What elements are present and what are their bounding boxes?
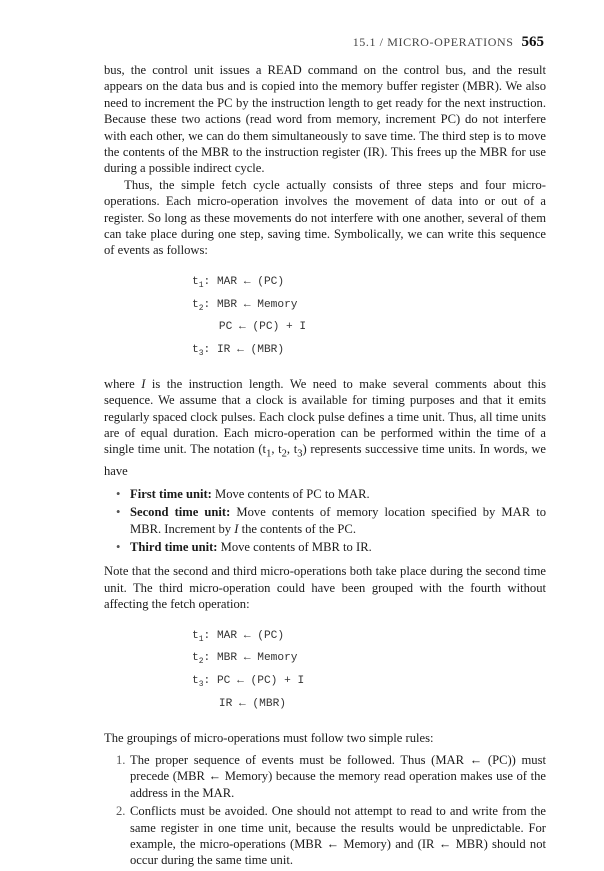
paragraph-5: The groupings of micro-operations must follow two simple rules: — [104, 730, 434, 745]
code-line: $t_2$: MBR ← Memory — [192, 652, 298, 667]
paragraph-2: Thus, the simple fetch cycle actually consists of three steps and four micro-operations. Each micro-operation involves the movement of data into or out of a register. So long as these movements do not interfere with one another, several of them can take place during one step, saving time. Symbolically, we can write this sequence of events as follows: — [104, 177, 546, 258]
list-item: 2. Conflicts must be avoided. One should not attempt to read to and write from the same register in one time unit, because the results would be unpredictable. For example, the micro-operations (MBR ← Memory) and (IR ← MBR) should not occur during the same time unit. — [116, 804, 546, 868]
page-body — [104, 62, 546, 871]
code-block-2 — [192, 627, 546, 718]
code-line: $t_3$: PC ← (PC) + I — [192, 675, 305, 690]
list-item: 1. The proper sequence of events must be followed. Thus (MAR ← (PC)) must precede (MBR ← Memory) because the memory read operation makes use of the address in the MAR. — [116, 752, 546, 800]
code-line: $t_1$: MAR ← (PC) — [192, 275, 285, 291]
running-header — [0, 34, 544, 51]
paragraph-4: Note that the second and third micro-operations both take place during the second time unit. The third micro-operation could have been grouped with the fourth without affecting the fetch operation: — [104, 564, 546, 612]
time-unit-list — [104, 486, 546, 556]
code-block-1 — [192, 273, 546, 364]
code-line: IR ← (MBR) — [192, 697, 286, 710]
list-item: • First time unit: Move contents of PC to MAR. — [104, 486, 546, 502]
code-line: PC ← (PC) + I — [192, 321, 307, 334]
page-number: 565 — [521, 34, 544, 50]
paragraph-3: where I is the instruction length. We need to make several comments about this sequence. We assume that a clock is available for timing purposes and that it emits regularly spaced clock pulses. Each clock pulse defines a time unit. Thus, all time units are of equal duration. Each micro-operation can be performed within the time of a single time unit. The notation ($t_1$, $t_2$, $t_3$) represents successive time units. In words, we have — [104, 376, 546, 479]
code-line: $t_3$: IR ← (MBR) — [192, 344, 285, 359]
code-line: $t_1$: MAR ← (PC) — [192, 629, 285, 644]
section-title: 15.1 / MICRO-OPERATIONS — [352, 35, 514, 49]
paragraph-1: bus, the control unit issues a READ command on the control bus, and the result appears on the data bus and is copied into the memory buffer register (MBR). We also need to increment the PC by the instruction length to get ready for the next instruction. Because these two actions (read word from memory, increment PC) do not interfere with each other, we can do them simultaneously to save time. The third step is to move the contents of the MBR to the instruction register (IR). This frees up the MBR for use during a possible indirect cycle. — [104, 63, 546, 176]
code-line: $t_2$: MBR ← Memory — [192, 298, 298, 313]
list-item: • Third time unit: Move contents of MBR to IR. — [104, 539, 546, 555]
list-item: • Second time unit: Move contents of memory location specified by MAR to MBR. Increment by I the contents of the PC. — [104, 504, 546, 537]
rules-list — [104, 752, 546, 869]
